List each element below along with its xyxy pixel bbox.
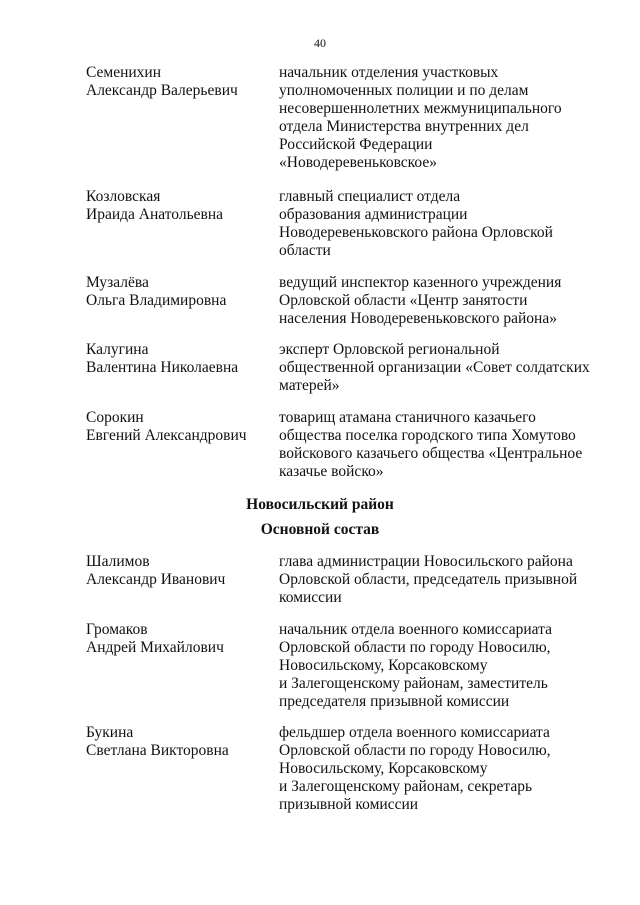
position-line: отдела Министерства внутренних дел [279, 118, 529, 135]
member-name [86, 188, 276, 224]
position-line: казачье войско» [279, 463, 384, 480]
member-name [86, 274, 276, 310]
member-name [86, 621, 276, 657]
position-line: и Залегощенскому районам, секретарь [279, 778, 533, 795]
member-given-name: Ольга Владимировна [86, 292, 227, 309]
member-surname: Козловская [86, 188, 161, 205]
position-line: общественной организации «Совет солдатских [279, 359, 590, 376]
position-line: и Залегощенскому районам, заместитель [279, 675, 548, 692]
member-given-name: Светлана Викторовна [86, 742, 229, 759]
position-line: населения Новодеревеньковского района» [279, 310, 557, 327]
member-surname: Калугина [86, 341, 149, 358]
member-position [279, 341, 589, 395]
member-given-name: Валентина Николаевна [86, 359, 239, 376]
position-line: общества поселка городского типа Хомутово [279, 427, 576, 444]
position-line: Орловской области «Центр занятости [279, 292, 528, 309]
position-line: председателя призывной комиссии [279, 693, 510, 710]
subsection-title: Основной состав [260, 521, 380, 538]
position-line: ведущий инспектор казенного учреждения [279, 274, 562, 291]
position-line: главный специалист отдела [279, 188, 461, 205]
member-position [279, 724, 589, 814]
member-surname: Шалимов [86, 553, 150, 570]
position-line: Российской Федерации [279, 136, 433, 153]
member-position [279, 409, 589, 481]
position-line: уполномоченных полиции и по делам [279, 82, 529, 99]
member-position [279, 274, 589, 328]
member-position [279, 553, 589, 607]
position-line: войскового казачьего общества «Центральное [279, 445, 583, 462]
member-given-name: Александр Валерьевич [86, 82, 238, 99]
position-line: Новосильскому, Корсаковскому [279, 760, 488, 777]
position-line: несовершеннолетних межмуниципального [279, 100, 562, 117]
position-line: «Новодеревеньковское» [279, 154, 437, 171]
position-line: Новодеревеньковского района Орловской [279, 224, 553, 241]
member-name [86, 724, 276, 760]
position-line: Орловской области, председатель призывной [279, 571, 578, 588]
member-position [279, 188, 589, 260]
position-line: глава администрации Новосильского района [279, 553, 573, 570]
member-given-name: Ираида Анатольевна [86, 206, 224, 223]
page-number: 40 [314, 36, 326, 50]
member-surname: Букина [86, 724, 134, 741]
position-line: матерей» [279, 377, 340, 394]
member-name [86, 409, 276, 445]
position-line: эксперт Орловской региональной [279, 341, 500, 358]
position-line: фельдшер отдела военного комиссариата [279, 724, 550, 741]
position-line: товарищ атамана станичного казачьего [279, 409, 536, 426]
member-position [279, 64, 589, 172]
position-line: Новосильскому, Корсаковскому [279, 657, 488, 674]
member-position [279, 621, 589, 711]
member-given-name: Евгений Александрович [86, 427, 247, 444]
section-title: Новосильский район [246, 496, 394, 513]
member-name [86, 64, 276, 100]
position-line: образования администрации [279, 206, 468, 223]
position-line: Орловской области по городу Новосилю, [279, 742, 551, 759]
member-name [86, 341, 276, 377]
position-line: начальник отдела военного комиссариата [279, 621, 552, 638]
member-given-name: Андрей Михайлович [86, 639, 224, 656]
member-given-name: Александр Иванович [86, 571, 226, 588]
position-line: начальник отделения участковых [279, 64, 499, 81]
position-line: призывной комиссии [279, 796, 419, 813]
position-line: Орловской области по городу Новосилю, [279, 639, 551, 656]
member-surname: Громаков [86, 621, 148, 638]
member-name [86, 553, 276, 589]
member-surname: Семенихин [86, 64, 162, 81]
position-line: комиссии [279, 589, 342, 606]
position-line: области [279, 242, 331, 259]
member-surname: Сорокин [86, 409, 144, 426]
member-surname: Музалёва [86, 274, 149, 291]
